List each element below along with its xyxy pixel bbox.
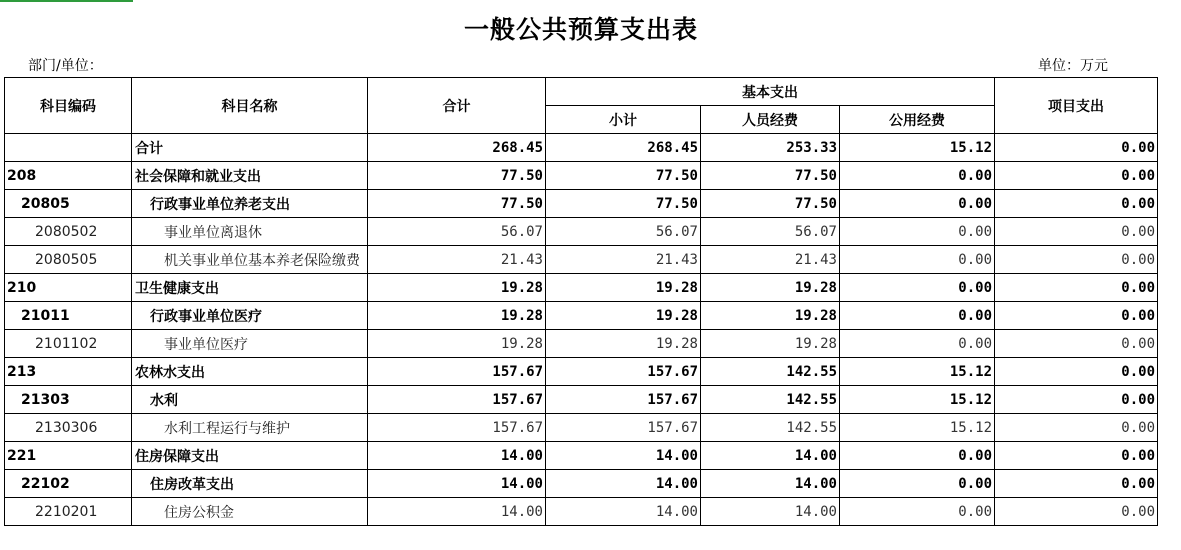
cell-personnel[interactable]: 253.33 — [701, 134, 840, 162]
cell-name[interactable]: 水利 — [132, 386, 368, 414]
table-row — [5, 498, 1158, 526]
cell-public[interactable]: 0.00 — [840, 190, 995, 218]
cell-total[interactable]: 19.28 — [368, 330, 546, 358]
cell-public[interactable]: 15.12 — [840, 358, 995, 386]
page-title: 一般公共预算支出表 — [463, 15, 698, 44]
cell-project[interactable]: 0.00 — [995, 274, 1158, 302]
cell-personnel[interactable]: 14.00 — [701, 498, 840, 526]
header-code[interactable]: 科目编码 — [5, 78, 132, 134]
cell-total[interactable]: 14.00 — [368, 470, 546, 498]
cell-project[interactable]: 0.00 — [995, 498, 1158, 526]
cell-name[interactable]: 农林水支出 — [132, 358, 368, 386]
cell-subtotal[interactable]: 157.67 — [546, 414, 701, 442]
cell-project[interactable]: 0.00 — [995, 134, 1158, 162]
table-row — [5, 218, 1158, 246]
cell-total[interactable]: 157.67 — [368, 386, 546, 414]
cell-total[interactable]: 21.43 — [368, 246, 546, 274]
table-row — [5, 442, 1158, 470]
cell-code[interactable]: 22102 — [5, 470, 132, 498]
cell-public[interactable]: 0.00 — [840, 498, 995, 526]
cell-code[interactable]: 21303 — [5, 386, 132, 414]
cell-public[interactable]: 0.00 — [840, 302, 995, 330]
cell-code[interactable]: 20805 — [5, 190, 132, 218]
cell-subtotal[interactable]: 19.28 — [546, 330, 701, 358]
table-row — [5, 414, 1158, 442]
cell-code[interactable]: 2101102 — [5, 330, 132, 358]
header-public[interactable]: 公用经费 — [840, 106, 995, 134]
cell-public[interactable]: 0.00 — [840, 442, 995, 470]
window-accent-bar — [0, 0, 133, 2]
table-row — [5, 190, 1158, 218]
cell-code[interactable]: 2130306 — [5, 414, 132, 442]
cell-name[interactable]: 水利工程运行与维护 — [132, 414, 368, 442]
cell-personnel[interactable]: 14.00 — [701, 470, 840, 498]
table-row — [5, 358, 1158, 386]
cell-personnel[interactable]: 77.50 — [701, 190, 840, 218]
cell-code[interactable]: 2210201 — [5, 498, 132, 526]
cell-name[interactable]: 住房公积金 — [132, 498, 368, 526]
cell-code[interactable]: 210 — [5, 274, 132, 302]
cell-project[interactable]: 0.00 — [995, 470, 1158, 498]
table-row — [5, 470, 1158, 498]
cell-project[interactable]: 0.00 — [995, 414, 1158, 442]
department-label: 部门/单位： — [28, 58, 103, 74]
cell-personnel[interactable]: 56.07 — [701, 218, 840, 246]
header-project[interactable]: 项目支出 — [995, 78, 1158, 134]
cell-public[interactable]: 15.12 — [840, 134, 995, 162]
cell-name[interactable]: 事业单位离退休 — [132, 218, 368, 246]
table-row — [5, 134, 1158, 162]
cell-personnel[interactable]: 77.50 — [701, 162, 840, 190]
cell-personnel[interactable]: 142.55 — [701, 386, 840, 414]
cell-public[interactable]: 0.00 — [840, 246, 995, 274]
cell-name[interactable]: 住房保障支出 — [132, 442, 368, 470]
cell-code[interactable] — [5, 134, 132, 162]
cell-public[interactable]: 15.12 — [840, 386, 995, 414]
cell-subtotal[interactable]: 19.28 — [546, 302, 701, 330]
cell-subtotal[interactable]: 14.00 — [546, 470, 701, 498]
cell-subtotal[interactable]: 268.45 — [546, 134, 701, 162]
cell-name[interactable]: 事业单位医疗 — [132, 330, 368, 358]
table-row — [5, 274, 1158, 302]
cell-public[interactable]: 15.12 — [840, 414, 995, 442]
cell-subtotal[interactable]: 21.43 — [546, 246, 701, 274]
table-row — [5, 386, 1158, 414]
cell-personnel[interactable]: 19.28 — [701, 274, 840, 302]
cell-total[interactable]: 56.07 — [368, 218, 546, 246]
cell-personnel[interactable]: 19.28 — [701, 330, 840, 358]
cell-code[interactable]: 2080502 — [5, 218, 132, 246]
cell-total[interactable]: 77.50 — [368, 190, 546, 218]
cell-public[interactable]: 0.00 — [840, 330, 995, 358]
cell-project[interactable]: 0.00 — [995, 358, 1158, 386]
cell-code[interactable]: 208 — [5, 162, 132, 190]
cell-name[interactable]: 行政事业单位养老支出 — [132, 190, 368, 218]
cell-project[interactable]: 0.00 — [995, 302, 1158, 330]
cell-project[interactable]: 0.00 — [995, 442, 1158, 470]
table-row — [5, 162, 1158, 190]
cell-subtotal[interactable]: 14.00 — [546, 498, 701, 526]
cell-total[interactable]: 19.28 — [368, 302, 546, 330]
cell-total[interactable]: 157.67 — [368, 414, 546, 442]
cell-total[interactable]: 14.00 — [368, 442, 546, 470]
table-body — [5, 134, 1158, 526]
cell-public[interactable]: 0.00 — [840, 274, 995, 302]
cell-personnel[interactable]: 21.43 — [701, 246, 840, 274]
cell-total[interactable]: 77.50 — [368, 162, 546, 190]
cell-name[interactable]: 社会保障和就业支出 — [132, 162, 368, 190]
cell-project[interactable]: 0.00 — [995, 386, 1158, 414]
cell-total[interactable]: 157.67 — [368, 358, 546, 386]
header-subtotal[interactable]: 小计 — [546, 106, 701, 134]
cell-project[interactable]: 0.00 — [995, 162, 1158, 190]
cell-subtotal[interactable]: 157.67 — [546, 386, 701, 414]
unit-label: 单位：万元 — [1038, 58, 1108, 74]
cell-subtotal[interactable]: 77.50 — [546, 162, 701, 190]
cell-project[interactable]: 0.00 — [995, 330, 1158, 358]
table-row — [5, 302, 1158, 330]
cell-personnel[interactable]: 142.55 — [701, 358, 840, 386]
cell-public[interactable]: 0.00 — [840, 218, 995, 246]
cell-subtotal[interactable]: 56.07 — [546, 218, 701, 246]
cell-personnel[interactable]: 142.55 — [701, 414, 840, 442]
cell-subtotal[interactable]: 157.67 — [546, 358, 701, 386]
header-name[interactable]: 科目名称 — [132, 78, 368, 134]
cell-subtotal[interactable]: 19.28 — [546, 274, 701, 302]
cell-subtotal[interactable]: 77.50 — [546, 190, 701, 218]
cell-code[interactable]: 221 — [5, 442, 132, 470]
cell-public[interactable]: 0.00 — [840, 162, 995, 190]
cell-total[interactable]: 268.45 — [368, 134, 546, 162]
cell-public[interactable]: 0.00 — [840, 470, 995, 498]
cell-project[interactable]: 0.00 — [995, 246, 1158, 274]
header-personnel[interactable]: 人员经费 — [701, 106, 840, 134]
cell-personnel[interactable]: 14.00 — [701, 442, 840, 470]
cell-project[interactable]: 0.00 — [995, 190, 1158, 218]
cell-name[interactable]: 行政事业单位医疗 — [132, 302, 368, 330]
cell-total[interactable]: 14.00 — [368, 498, 546, 526]
cell-personnel[interactable]: 19.28 — [701, 302, 840, 330]
cell-name[interactable]: 机关事业单位基本养老保险缴费 — [132, 246, 368, 274]
table-row — [5, 330, 1158, 358]
table-row — [5, 246, 1158, 274]
cell-name[interactable]: 住房改革支出 — [132, 470, 368, 498]
cell-subtotal[interactable]: 14.00 — [546, 442, 701, 470]
cell-total[interactable]: 19.28 — [368, 274, 546, 302]
cell-name[interactable]: 卫生健康支出 — [132, 274, 368, 302]
cell-name[interactable]: 合计 — [132, 134, 368, 162]
header-basic[interactable]: 基本支出 — [546, 78, 995, 106]
cell-code[interactable]: 2080505 — [5, 246, 132, 274]
cell-code[interactable]: 21011 — [5, 302, 132, 330]
cell-code[interactable]: 213 — [5, 358, 132, 386]
header-total[interactable]: 合计 — [368, 78, 546, 134]
cell-project[interactable]: 0.00 — [995, 218, 1158, 246]
budget-table — [4, 77, 1158, 526]
